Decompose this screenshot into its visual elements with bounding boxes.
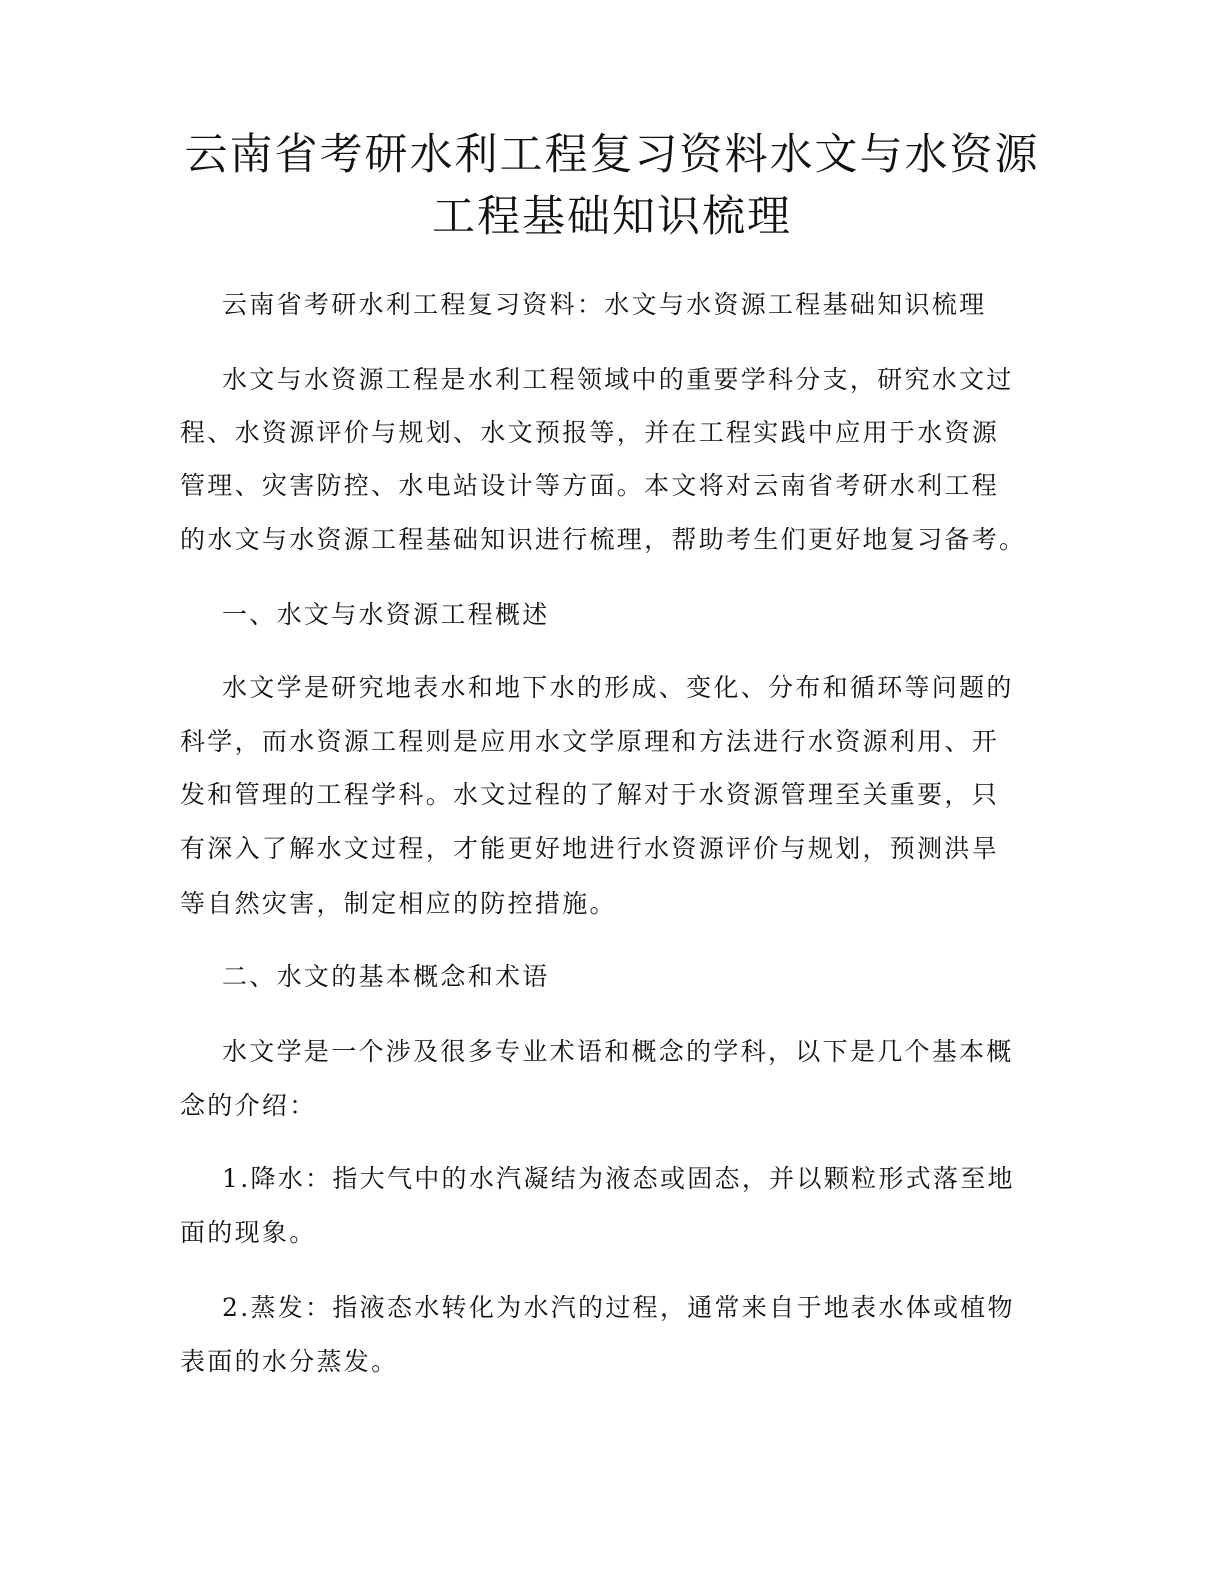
intro-line-1: 水文与水资源工程是水利工程领域中的重要学科分支，研究水文过 — [222, 365, 1014, 394]
section-2-heading: 二、水文的基本概念和术语 — [222, 962, 550, 991]
term-evaporation-line-2: 表面的水分蒸发。 — [180, 1347, 399, 1376]
section-2-intro-line-1: 水文学是一个涉及很多专业术语和概念的学科，以下是几个基本概 — [222, 1037, 1014, 1066]
document-title-line-2: 工程基础知识梳理 — [432, 192, 792, 242]
term-evaporation-line-1: 2.蒸发：指液态水转化为水汽的过程，通常来自于地表水体或植物 — [222, 1293, 1015, 1322]
intro-line-2: 程、水资源评价与规划、水文预报等，并在工程实践中应用于水资源 — [180, 418, 1000, 447]
intro-line-3: 管理、灾害防控、水电站设计等方面。本文将对云南省考研水利工程 — [180, 471, 1000, 500]
section-1-line-4: 有深入了解水文过程，才能更好地进行水资源评价与规划，预测洪旱 — [180, 834, 1000, 863]
term-precipitation-line-2: 面的现象。 — [180, 1218, 317, 1247]
section-1-heading: 一、水文与水资源工程概述 — [222, 600, 550, 629]
section-1-line-1: 水文学是研究地表水和地下水的形成、变化、分布和循环等问题的 — [222, 673, 1014, 702]
section-1-line-2: 科学，而水资源工程则是应用水文学原理和方法进行水资源利用、开 — [180, 727, 1000, 756]
section-1-line-3: 发和管理的工程学科。水文过程的了解对于水资源管理至关重要，只 — [180, 780, 1000, 809]
intro-line-4: 的水文与水资源工程基础知识进行梳理，帮助考生们更好地复习备考。 — [180, 525, 1027, 554]
section-2-intro-line-2: 念的介绍： — [180, 1091, 317, 1120]
document-subtitle: 云南省考研水利工程复习资料：水文与水资源工程基础知识梳理 — [222, 290, 987, 319]
section-1-line-5: 等自然灾害，制定相应的防控措施。 — [180, 889, 617, 918]
term-precipitation-line-1: 1.降水：指大气中的水汽凝结为液态或固态，并以颗粒形式落至地 — [222, 1164, 1015, 1193]
document-title-line-1: 云南省考研水利工程复习资料水文与水资源 — [184, 130, 1040, 180]
